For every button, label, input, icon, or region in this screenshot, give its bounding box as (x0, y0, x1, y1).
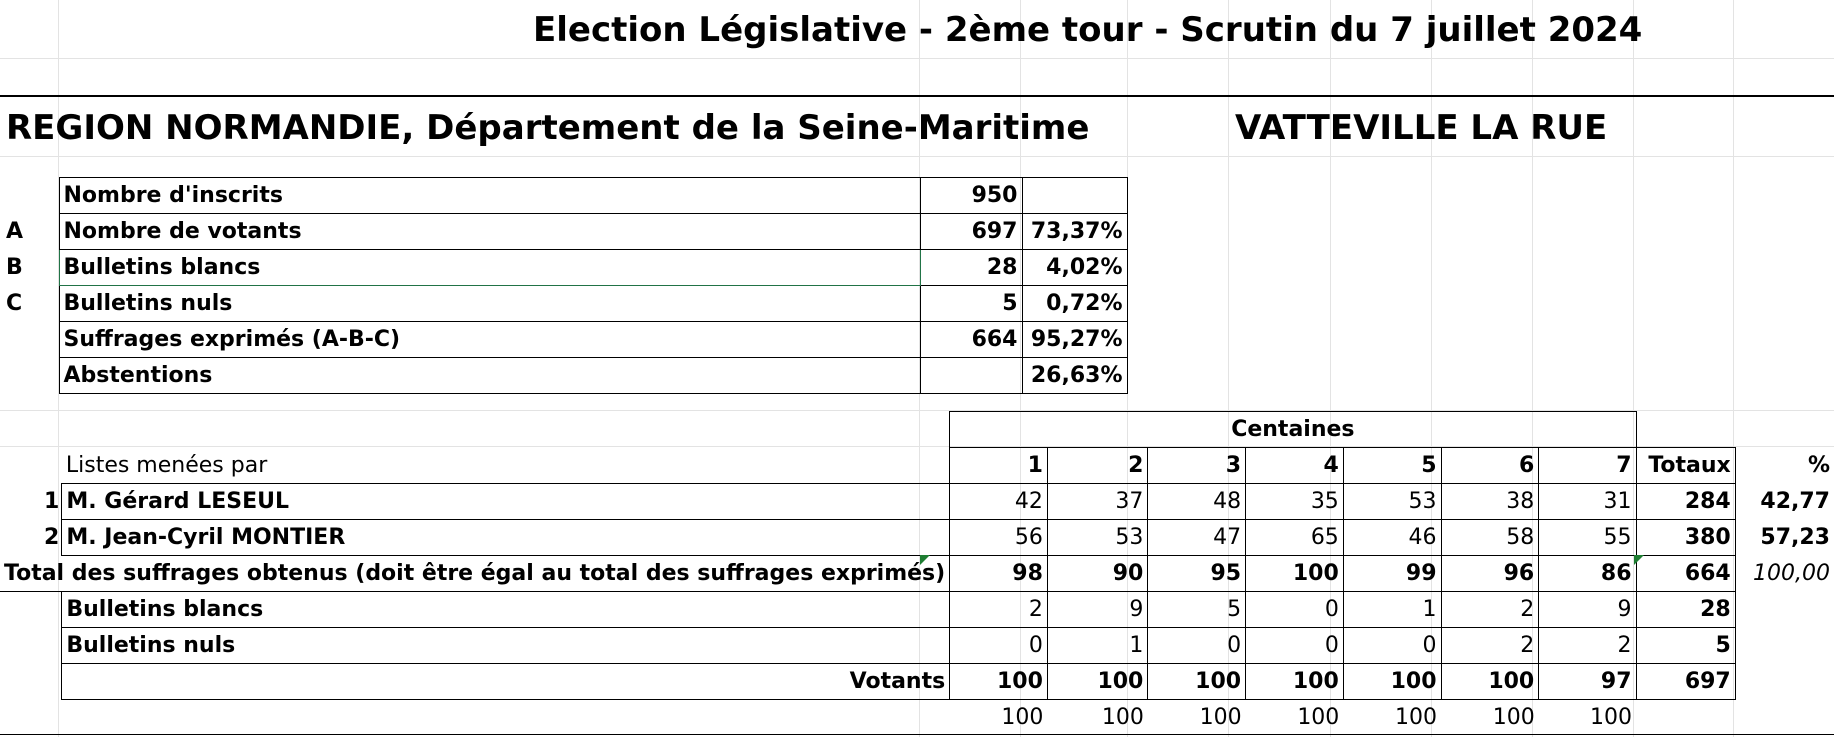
stats-row (0, 178, 1127, 214)
vote-cell[interactable]: 38 (1441, 484, 1539, 520)
vote-cell[interactable]: 2 (950, 592, 1048, 628)
stats-pct[interactable]: 73,37% (1022, 214, 1127, 250)
total-cell[interactable]: 5 (1636, 628, 1735, 664)
column-header[interactable]: 4 (1246, 448, 1344, 484)
column-header[interactable]: 6 (1441, 448, 1539, 484)
suffrages-label[interactable]: Total des suffrages obtenus (doit être égal au total des suffrages exprimés) (0, 556, 950, 592)
vote-cell[interactable]: 2 (1441, 628, 1539, 664)
vote-cell[interactable]: 2 (1539, 628, 1636, 664)
stats-key: C (6, 291, 23, 316)
vote-cell[interactable]: 47 (1148, 520, 1246, 556)
vote-cell[interactable]: 9 (1539, 592, 1636, 628)
vote-cell[interactable]: 0 (1246, 592, 1344, 628)
column-header[interactable]: 1 (950, 448, 1048, 484)
error-indicator-icon (920, 555, 930, 565)
check-cell[interactable]: 100 (1395, 705, 1438, 730)
check-cell[interactable]: 100 (1590, 705, 1633, 730)
stats-value[interactable]: 950 (920, 178, 1022, 214)
bottom-divider (0, 734, 1834, 735)
total-cell[interactable]: 664 (1636, 556, 1735, 592)
column-header[interactable]: 5 (1343, 448, 1441, 484)
vote-cell[interactable]: 100 (1441, 664, 1539, 700)
suffrages-row (0, 556, 1834, 592)
check-cell[interactable]: 100 (1001, 705, 1044, 730)
vote-cell[interactable]: 53 (1047, 520, 1147, 556)
stats-label[interactable]: Nombre de votants (59, 214, 920, 250)
stats-pct[interactable]: 4,02% (1022, 250, 1127, 286)
stats-key (0, 358, 59, 394)
vote-cell[interactable]: 100 (1047, 664, 1147, 700)
vote-cell[interactable]: 90 (1047, 556, 1147, 592)
stats-pct[interactable] (1022, 178, 1127, 214)
stats-pct[interactable]: 26,63% (1022, 358, 1127, 394)
vote-cell[interactable]: 31 (1539, 484, 1636, 520)
vote-cell[interactable]: 58 (1441, 520, 1539, 556)
vote-cell[interactable]: 99 (1343, 556, 1441, 592)
votants-row (0, 664, 1834, 700)
stats-label[interactable]: Nombre d'inscrits (59, 178, 920, 214)
results-table (0, 411, 1834, 735)
vote-cell[interactable]: 46 (1343, 520, 1441, 556)
pct-cell[interactable]: 57,23 (1760, 525, 1830, 550)
candidate-number: 2 (44, 525, 60, 550)
candidate-row (0, 520, 1834, 556)
commune-label: VATTEVILLE LA RUE (1235, 108, 1608, 148)
total-cell[interactable]: 284 (1636, 484, 1735, 520)
vote-cell[interactable]: 96 (1441, 556, 1539, 592)
stats-row (0, 286, 1127, 322)
stats-value[interactable]: 697 (920, 214, 1022, 250)
vote-cell[interactable]: 100 (1246, 664, 1344, 700)
vote-cell[interactable]: 1 (1343, 592, 1441, 628)
check-cell[interactable]: 100 (1297, 705, 1340, 730)
stats-key: B (6, 255, 23, 280)
totals-header[interactable]: Totaux (1636, 448, 1735, 484)
nuls-label[interactable]: Bulletins nuls (62, 628, 950, 664)
votants-label[interactable]: Votants (62, 664, 950, 700)
blancs-label[interactable]: Bulletins blancs (62, 592, 950, 628)
vote-cell[interactable]: 95 (1148, 556, 1246, 592)
vote-cell[interactable]: 5 (1148, 592, 1246, 628)
vote-cell[interactable]: 100 (1343, 664, 1441, 700)
stats-pct[interactable]: 95,27% (1022, 322, 1127, 358)
stats-row (0, 322, 1127, 358)
vote-cell[interactable]: 97 (1539, 664, 1636, 700)
vote-cell[interactable]: 65 (1246, 520, 1344, 556)
candidate-name[interactable]: M. Gérard LESEUL (62, 484, 950, 520)
column-header[interactable]: 3 (1148, 448, 1246, 484)
stats-value[interactable]: 28 (920, 250, 1022, 286)
stats-value[interactable]: 5 (920, 286, 1022, 322)
vote-cell[interactable]: 1 (1047, 628, 1147, 664)
group-header[interactable]: Centaines (950, 412, 1636, 448)
check-row (0, 700, 1834, 736)
region-label: REGION NORMANDIE, Département de la Seine-Maritime (6, 108, 1090, 148)
stats-label[interactable]: Abstentions (59, 358, 920, 394)
column-header[interactable]: 2 (1047, 448, 1147, 484)
total-cell[interactable]: 380 (1636, 520, 1735, 556)
stats-label[interactable]: Bulletins blancs (59, 250, 920, 286)
stats-key (0, 322, 59, 358)
page-title: Election Législative - 2ème tour - Scrutin du 7 juillet 2024 (533, 10, 1643, 50)
stats-label[interactable]: Suffrages exprimés (A-B-C) (59, 322, 920, 358)
vote-cell[interactable]: 100 (1246, 556, 1344, 592)
column-header-row (0, 448, 1834, 484)
stats-key: A (6, 219, 24, 244)
total-cell[interactable]: 28 (1636, 592, 1735, 628)
vote-cell[interactable]: 35 (1246, 484, 1344, 520)
candidate-number: 1 (44, 489, 60, 514)
vote-cell[interactable]: 100 (1148, 664, 1246, 700)
stats-row (0, 214, 1127, 250)
candidate-name[interactable]: M. Jean-Cyril MONTIER (62, 520, 950, 556)
group-header-row (0, 412, 1834, 448)
stats-label[interactable]: Bulletins nuls (59, 286, 920, 322)
vote-cell[interactable]: 9 (1047, 592, 1147, 628)
lists-label[interactable]: Listes menées par (65, 452, 268, 478)
total-cell[interactable]: 697 (1636, 664, 1735, 700)
vote-cell[interactable]: 0 (1148, 628, 1246, 664)
stats-value[interactable]: 664 (920, 322, 1022, 358)
nuls-row (0, 628, 1834, 664)
pct-cell[interactable]: 100,00 (1753, 561, 1830, 586)
vote-cell[interactable]: 53 (1343, 484, 1441, 520)
vote-cell[interactable]: 42 (950, 484, 1048, 520)
vote-cell[interactable]: 0 (1343, 628, 1441, 664)
stats-row (0, 358, 1127, 394)
column-header[interactable]: 7 (1539, 448, 1636, 484)
pct-header[interactable]: % (1807, 453, 1830, 478)
stats-key (0, 178, 59, 214)
vote-cell[interactable]: 0 (950, 628, 1048, 664)
check-cell[interactable]: 100 (1101, 705, 1144, 730)
vote-cell[interactable]: 98 (950, 556, 1048, 592)
check-cell[interactable]: 100 (1199, 705, 1242, 730)
vote-cell[interactable]: 56 (950, 520, 1048, 556)
error-indicator-icon (1634, 555, 1644, 565)
vote-cell[interactable]: 37 (1047, 484, 1147, 520)
stats-value[interactable] (920, 358, 1022, 394)
blancs-row (0, 592, 1834, 628)
vote-cell[interactable]: 2 (1441, 592, 1539, 628)
vote-cell[interactable]: 0 (1246, 628, 1344, 664)
stats-pct[interactable]: 0,72% (1022, 286, 1127, 322)
candidate-row (0, 484, 1834, 520)
stats-row-selected (0, 250, 1127, 286)
divider (0, 95, 1834, 97)
vote-cell[interactable]: 86 (1539, 556, 1636, 592)
vote-cell[interactable]: 55 (1539, 520, 1636, 556)
check-cell[interactable]: 100 (1492, 705, 1535, 730)
stats-table (0, 177, 1128, 394)
vote-cell[interactable]: 48 (1148, 484, 1246, 520)
vote-cell[interactable]: 100 (950, 664, 1048, 700)
pct-cell[interactable]: 42,77 (1760, 489, 1830, 514)
